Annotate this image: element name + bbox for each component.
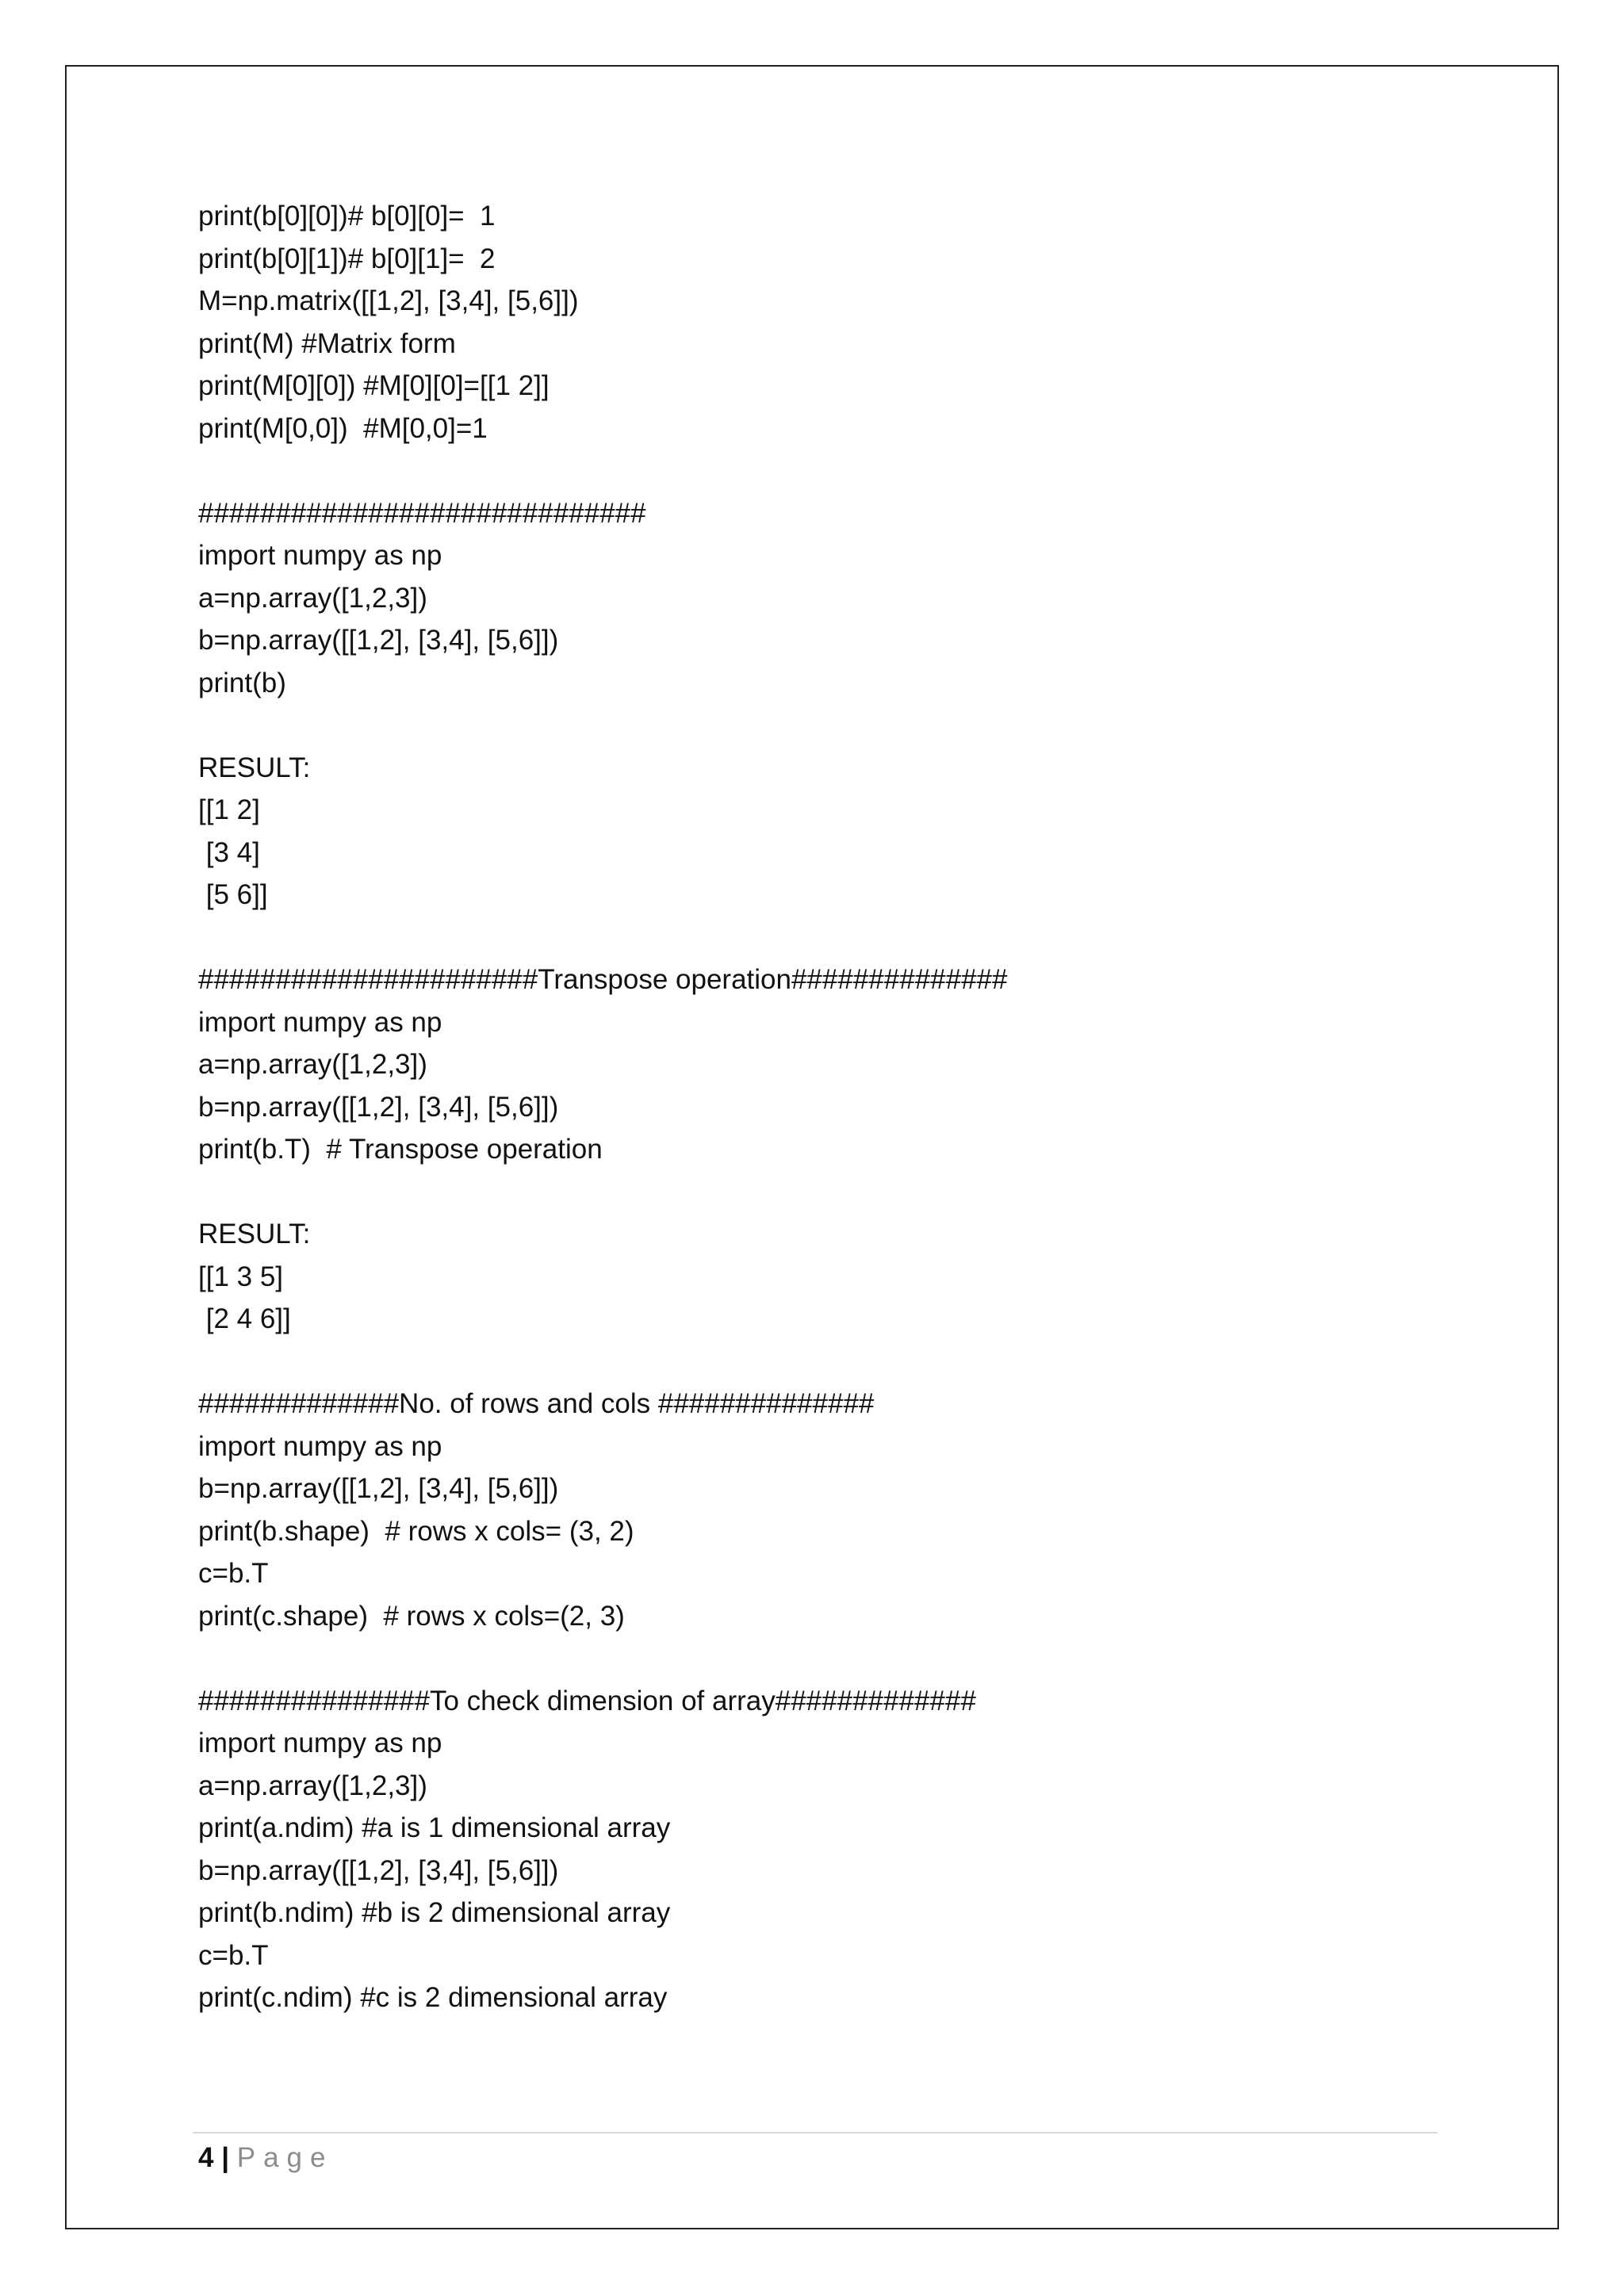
blank-line <box>198 450 1435 492</box>
code-line: print(c.shape) # rows x cols=(2, 3) <box>198 1600 625 1632</box>
result-line: [5 6]] <box>198 879 268 910</box>
result-line: [3 4] <box>198 836 260 868</box>
code-line: print(M[0,0]) #M[0,0]=1 <box>198 412 488 444</box>
code-line: import numpy as np <box>198 1006 442 1038</box>
section-heading: ######################Transpose operation############## <box>198 964 1008 995</box>
code-line: print(c.ndim) #c is 2 dimensional array <box>198 1982 668 2013</box>
footer-divider <box>193 2132 1438 2133</box>
page-number: 4 <box>198 2142 214 2173</box>
blank-line <box>198 1171 1435 1214</box>
code-line: c=b.T <box>198 1558 269 1589</box>
result-block-array <box>198 747 1435 916</box>
code-line: M=np.matrix([[1,2], [3,4], [5,6]]) <box>198 285 579 316</box>
code-line: print(M[0][0]) #M[0][0]=[[1 2]] <box>198 370 550 401</box>
code-block-indexing <box>198 195 1435 450</box>
code-line: a=np.array([1,2,3]) <box>198 1049 427 1080</box>
code-line: c=b.T <box>198 1939 269 1971</box>
code-line: print(b.ndim) #b is 2 dimensional array <box>198 1897 671 1928</box>
code-line: print(b) <box>198 667 286 698</box>
section-heading: ###############To check dimension of array############# <box>198 1685 976 1716</box>
code-line: import numpy as np <box>198 1430 442 1462</box>
code-line: a=np.array([1,2,3]) <box>198 582 427 614</box>
code-block-ndim <box>198 1680 1435 2019</box>
blank-line <box>198 704 1435 747</box>
code-line: b=np.array([[1,2], [3,4], [5,6]]) <box>198 625 559 656</box>
code-line: print(M) #Matrix form <box>198 327 456 359</box>
code-line: b=np.array([[1,2], [3,4], [5,6]]) <box>198 1854 559 1886</box>
result-line: [2 4 6]] <box>198 1303 291 1334</box>
result-block-transpose <box>198 1213 1435 1341</box>
code-line: print(b[0][0])# b[0][0]= 1 <box>198 201 496 232</box>
code-line: print(a.ndim) #a is 1 dimensional array <box>198 1812 671 1843</box>
page-content <box>198 195 1435 2019</box>
result-line: [[1 2] <box>198 794 260 825</box>
code-line: b=np.array([[1,2], [3,4], [5,6]]) <box>198 1091 559 1123</box>
code-line: print(b.shape) # rows x cols= (3, 2) <box>198 1515 634 1547</box>
result-heading: RESULT: <box>198 752 311 783</box>
code-line: a=np.array([1,2,3]) <box>198 1770 427 1801</box>
code-line: b=np.array([[1,2], [3,4], [5,6]]) <box>198 1473 559 1504</box>
page-footer <box>198 2139 333 2177</box>
section-separator: ############################# <box>198 497 646 529</box>
blank-line <box>198 1637 1435 1680</box>
result-line: [[1 3 5] <box>198 1261 284 1292</box>
code-line: print(b.T) # Transpose operation <box>198 1134 603 1165</box>
result-heading: RESULT: <box>198 1219 311 1249</box>
code-block-array <box>198 492 1435 705</box>
blank-line <box>198 1341 1435 1383</box>
page-label: Page <box>236 2142 334 2173</box>
code-block-shape <box>198 1383 1435 1637</box>
blank-line <box>198 916 1435 959</box>
page-separator: | <box>221 2142 229 2173</box>
code-line: import numpy as np <box>198 540 442 571</box>
code-block-transpose <box>198 959 1435 1171</box>
section-heading: #############No. of rows and cols ############## <box>198 1388 875 1419</box>
code-line: print(b[0][1])# b[0][1]= 2 <box>198 243 496 274</box>
code-line: import numpy as np <box>198 1728 442 1758</box>
